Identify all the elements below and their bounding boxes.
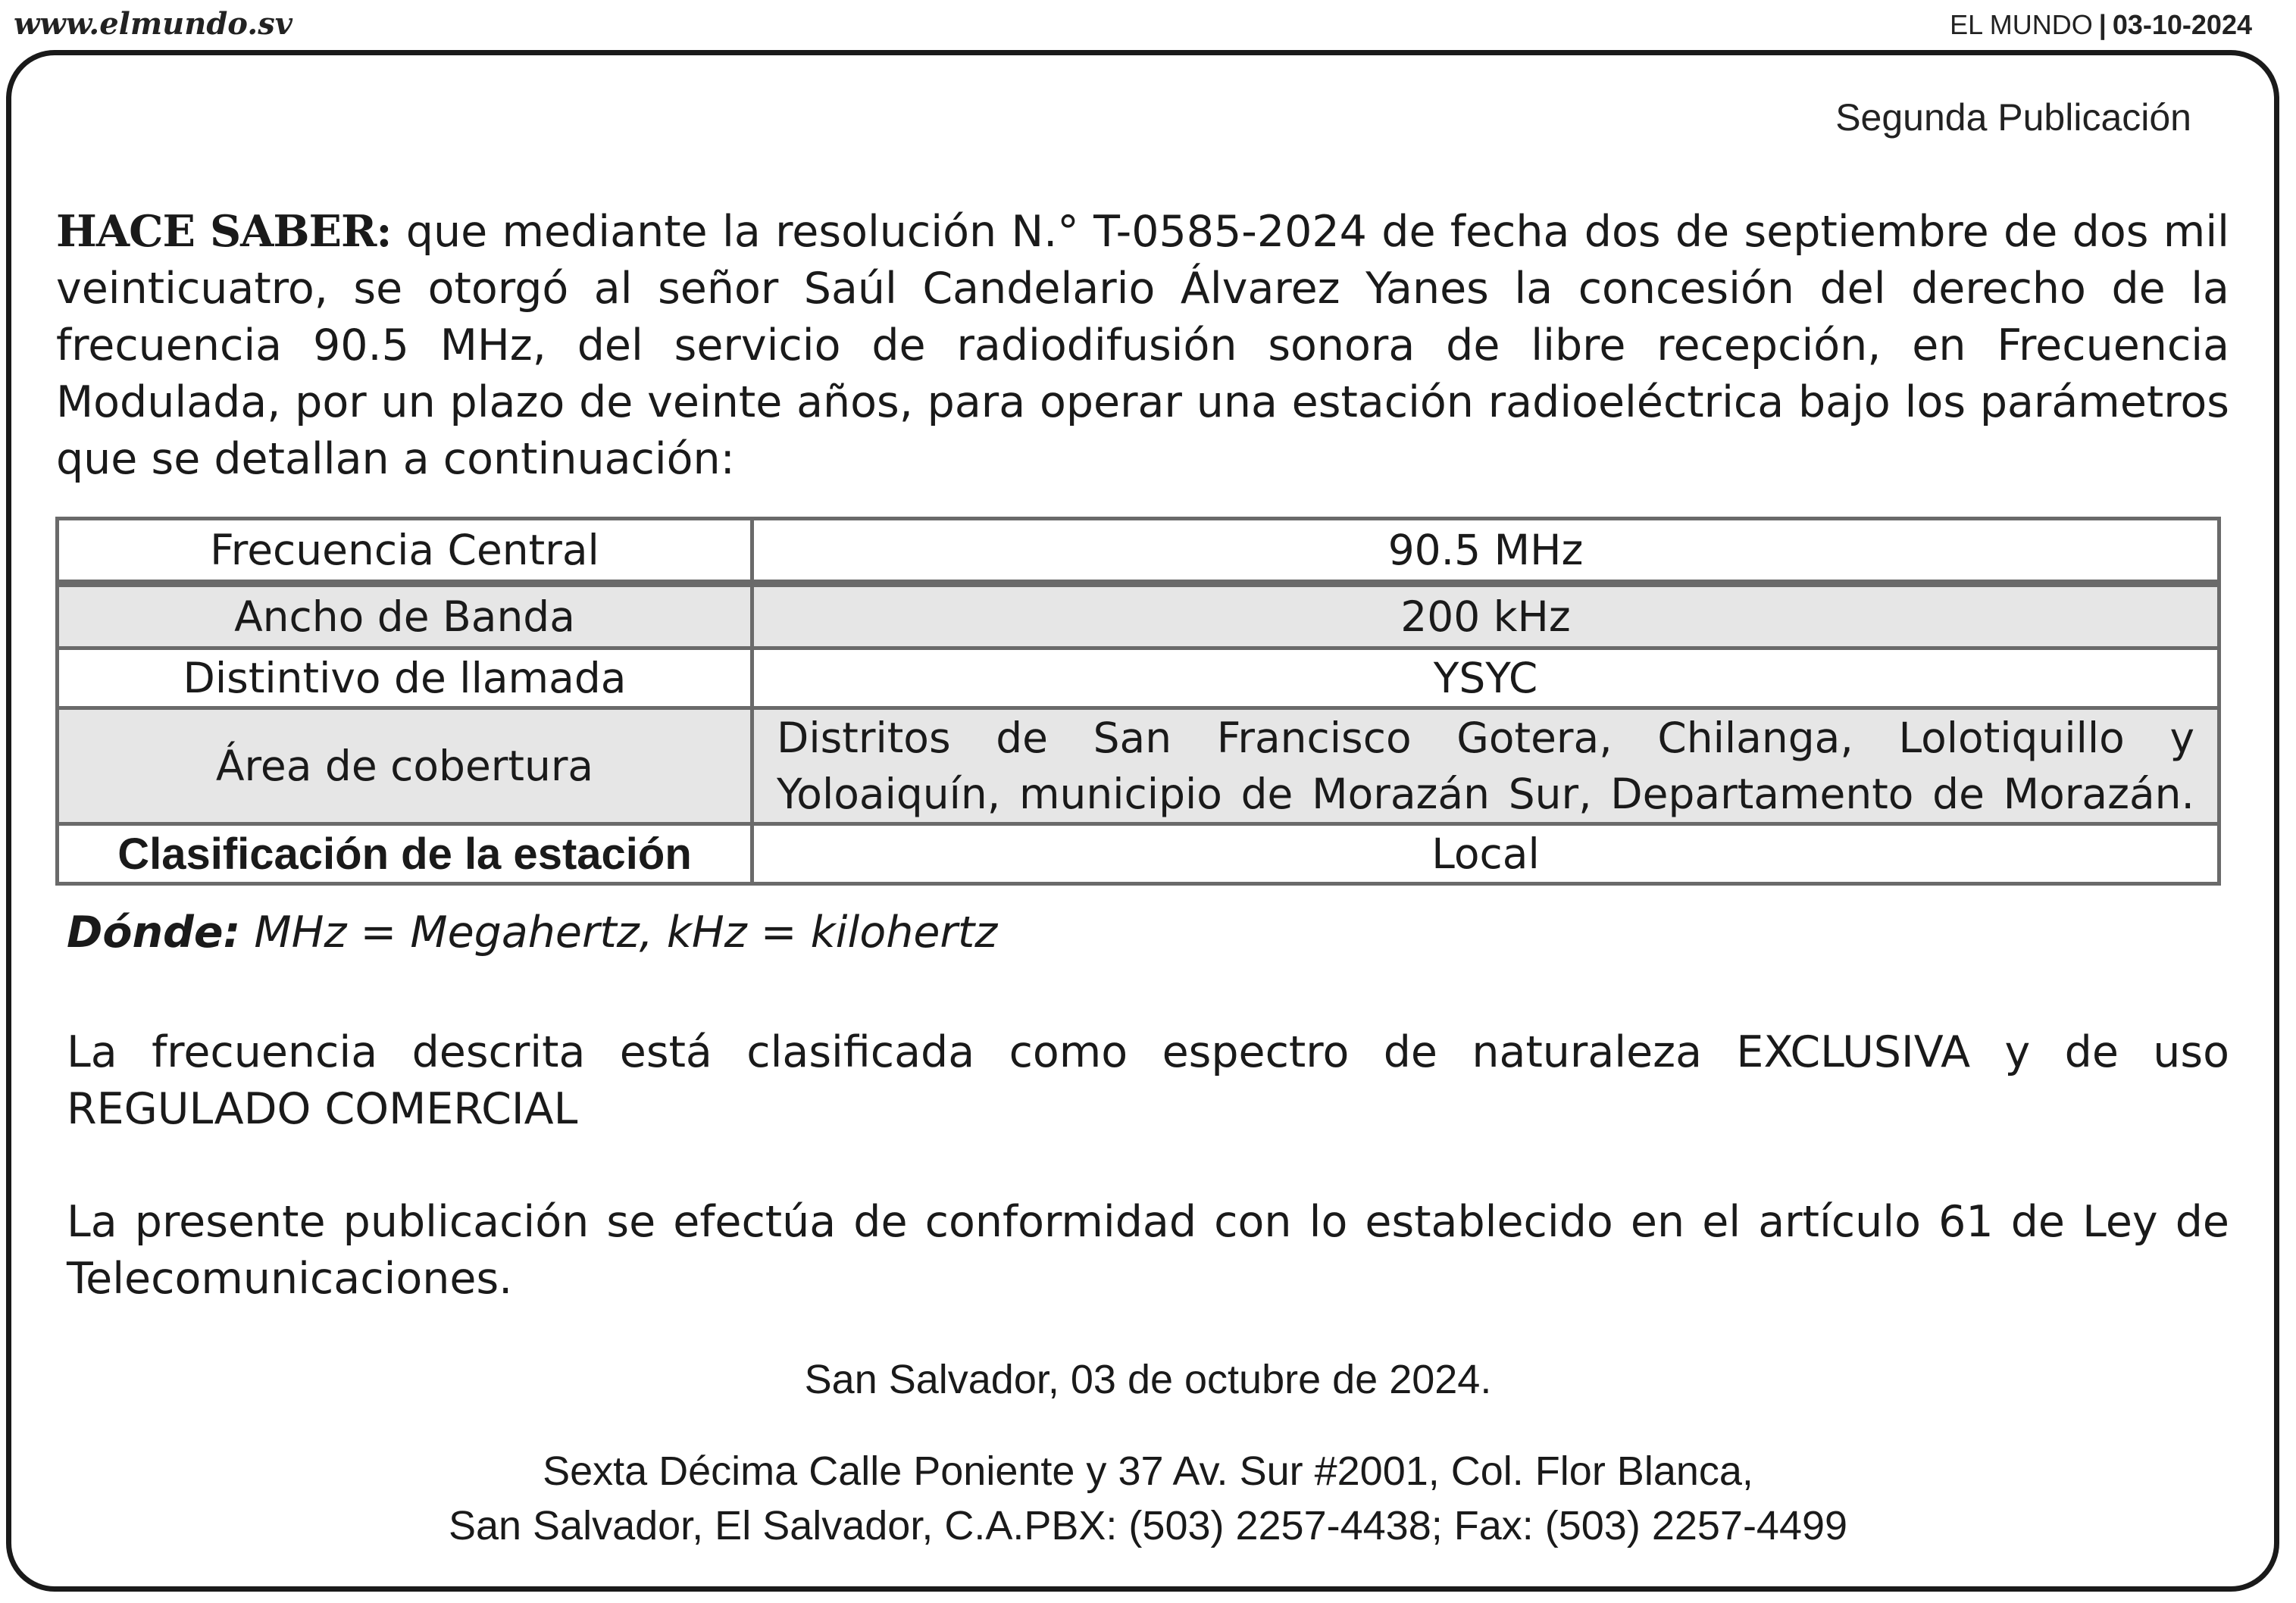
address-line: San Salvador, El Salvador, C.A.PBX: (503) 2257-4438; Fax: (503) 2257-4499 (448, 1503, 1848, 1548)
table-row (58, 708, 2219, 824)
place-date: San Salvador, 03 de octubre de 2024. (804, 1357, 1492, 1402)
table-row (58, 824, 2219, 884)
address-block (0, 1444, 2296, 1553)
address-line: Sexta Décima Calle Poniente y 37 Av. Sur #2001, Col. Flor Blanca, (543, 1448, 1753, 1494)
param-value: YSYC (752, 648, 2219, 708)
param-label: Ancho de Banda (58, 583, 752, 648)
classification-paragraph: La frecuencia descrita está clasificada como espectro de naturaleza EXCLUSIVA y de uso REGULADO COMERCIAL (67, 1027, 2229, 1134)
table-row (58, 648, 2219, 708)
intro-paragraph (56, 203, 2229, 488)
param-label: Distintivo de llamada (58, 648, 752, 708)
param-value: 200 kHz (752, 583, 2219, 648)
legend-key: Dónde: (67, 908, 241, 958)
table-row (58, 583, 2219, 648)
param-value: 90.5 MHz (752, 519, 2219, 584)
units-legend (67, 908, 997, 958)
intro-text: que mediante la resolución N.° T-0585-2024 de fecha dos de septiembre de dos mil veinticuatro, se otorgó al señor Saúl Candelario Álvarez Yanes la concesión del derecho de la frecuencia 90.5 MHz, del servicio de radiodifusión sonora de libre recepción, en Frecuencia Modulada, por un plazo de veinte años, para operar una estación radioeléctrica bajo los parámetros que se detallan a continuación: (56, 207, 2229, 484)
table-row (58, 519, 2219, 584)
legend-text: MHz = Megahertz, kHz = kilohertz (240, 908, 998, 958)
publication-number: Segunda Publicación (1835, 96, 2191, 139)
newspaper-name: EL MUNDO (1950, 9, 2093, 40)
param-label: Área de cobertura (58, 708, 752, 824)
issue-date: 03-10-2024 (2112, 9, 2252, 40)
website-url: www.elmundo.sv (14, 6, 292, 42)
parameters-table (55, 517, 2221, 886)
lead-heading: HACE SABER: (56, 206, 392, 257)
param-label: Frecuencia Central (58, 519, 752, 584)
param-value: Local (752, 824, 2219, 884)
param-value: Distritos de San Francisco Gotera, Chilanga, Lolotiquillo y Yoloaiquín, municipio de Morazán Sur, Departamento de Morazán. (752, 708, 2219, 824)
masthead (1950, 9, 2252, 41)
legal-paragraph: La presente publicación se efectúa de conformidad con lo establecido en el artículo 61 de Ley de Telecomunicaciones. (67, 1197, 2229, 1304)
param-label: Clasificación de la estación (58, 824, 752, 884)
masthead-separator: | (2098, 9, 2107, 40)
